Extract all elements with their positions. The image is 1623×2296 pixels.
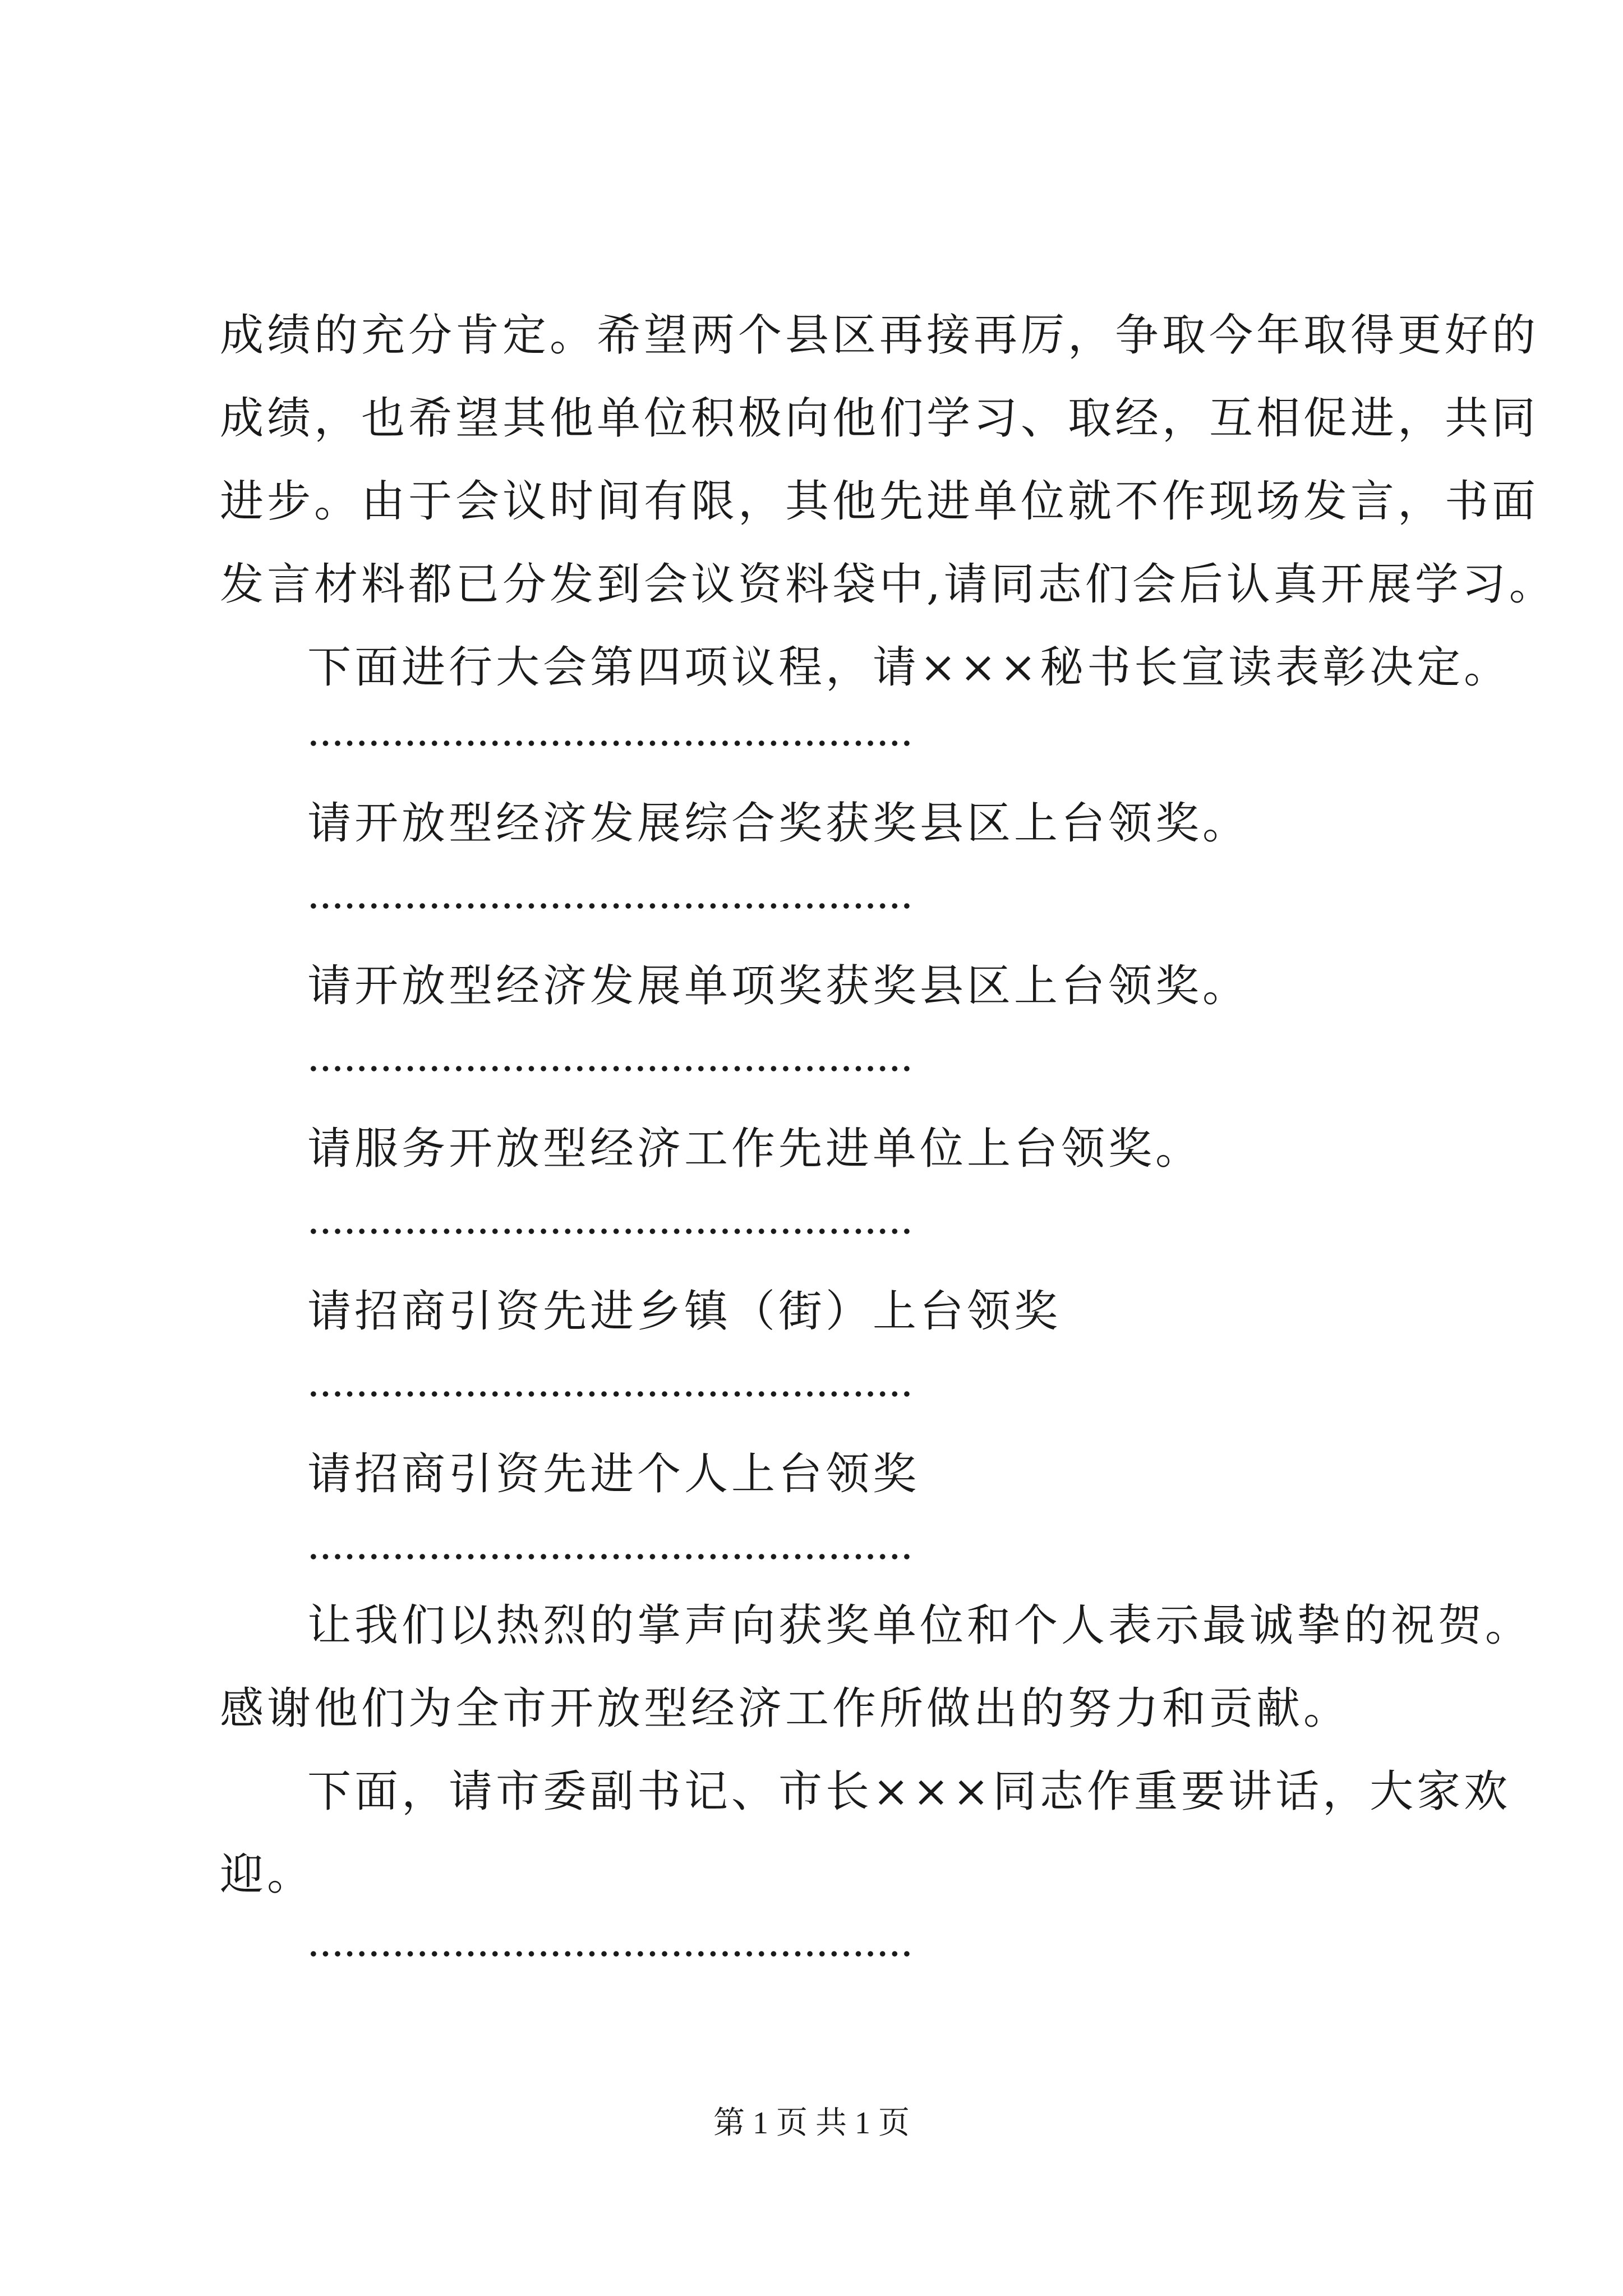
dotted-separator: [307, 1390, 913, 1398]
dotted-separator: [307, 739, 913, 747]
paragraph-line: 成绩，也希望其他单位积极向他们学习、取经，互相促进，共同: [220, 393, 1539, 444]
dotted-separator: [307, 1065, 913, 1073]
dotted-separator: [307, 902, 913, 910]
paragraph-line: 让我们以热烈的掌声向获奖单位和个人表示最诚挚的祝贺。: [307, 1600, 1533, 1651]
paragraph-line: 请开放型经济发展综合奖获奖县区上台领奖。: [307, 798, 1250, 849]
dotted-separator: [307, 1553, 913, 1561]
paragraph-line: 下面进行大会第四项议程，请×××秘书长宣读表彰决定。: [307, 642, 1511, 693]
paragraph-line: 请服务开放型经济工作先进单位上台领奖。: [307, 1124, 1203, 1174]
page-number-footer: 第 1 页 共 1 页: [713, 2106, 910, 2141]
paragraph-line: 发言材料都已分发到会议资料袋中,请同志们会后认真开展学习。: [220, 559, 1556, 610]
paragraph-line: 成绩的充分肯定。希望两个县区再接再厉，争取今年取得更好的: [220, 310, 1539, 361]
dotted-separator: [307, 1227, 913, 1235]
dotted-separator: [307, 1950, 913, 1958]
paragraph-line: 进步。由于会议时间有限，其他先进单位就不作现场发言，书面: [220, 476, 1539, 527]
paragraph-line: 请招商引资先进乡镇（街）上台领奖: [307, 1286, 1062, 1337]
paragraph-line: 迎。: [220, 1849, 315, 1900]
paragraph-line: 感谢他们为全市开放型经济工作所做出的努力和贡献。: [220, 1683, 1351, 1734]
paragraph-line: 请开放型经济发展单项奖获奖县区上台领奖。: [307, 961, 1250, 1011]
paragraph-line: 下面，请市委副书记、市长×××同志作重要讲话，大家欢: [307, 1766, 1511, 1817]
paragraph-line: 请招商引资先进个人上台领奖: [307, 1449, 920, 1499]
